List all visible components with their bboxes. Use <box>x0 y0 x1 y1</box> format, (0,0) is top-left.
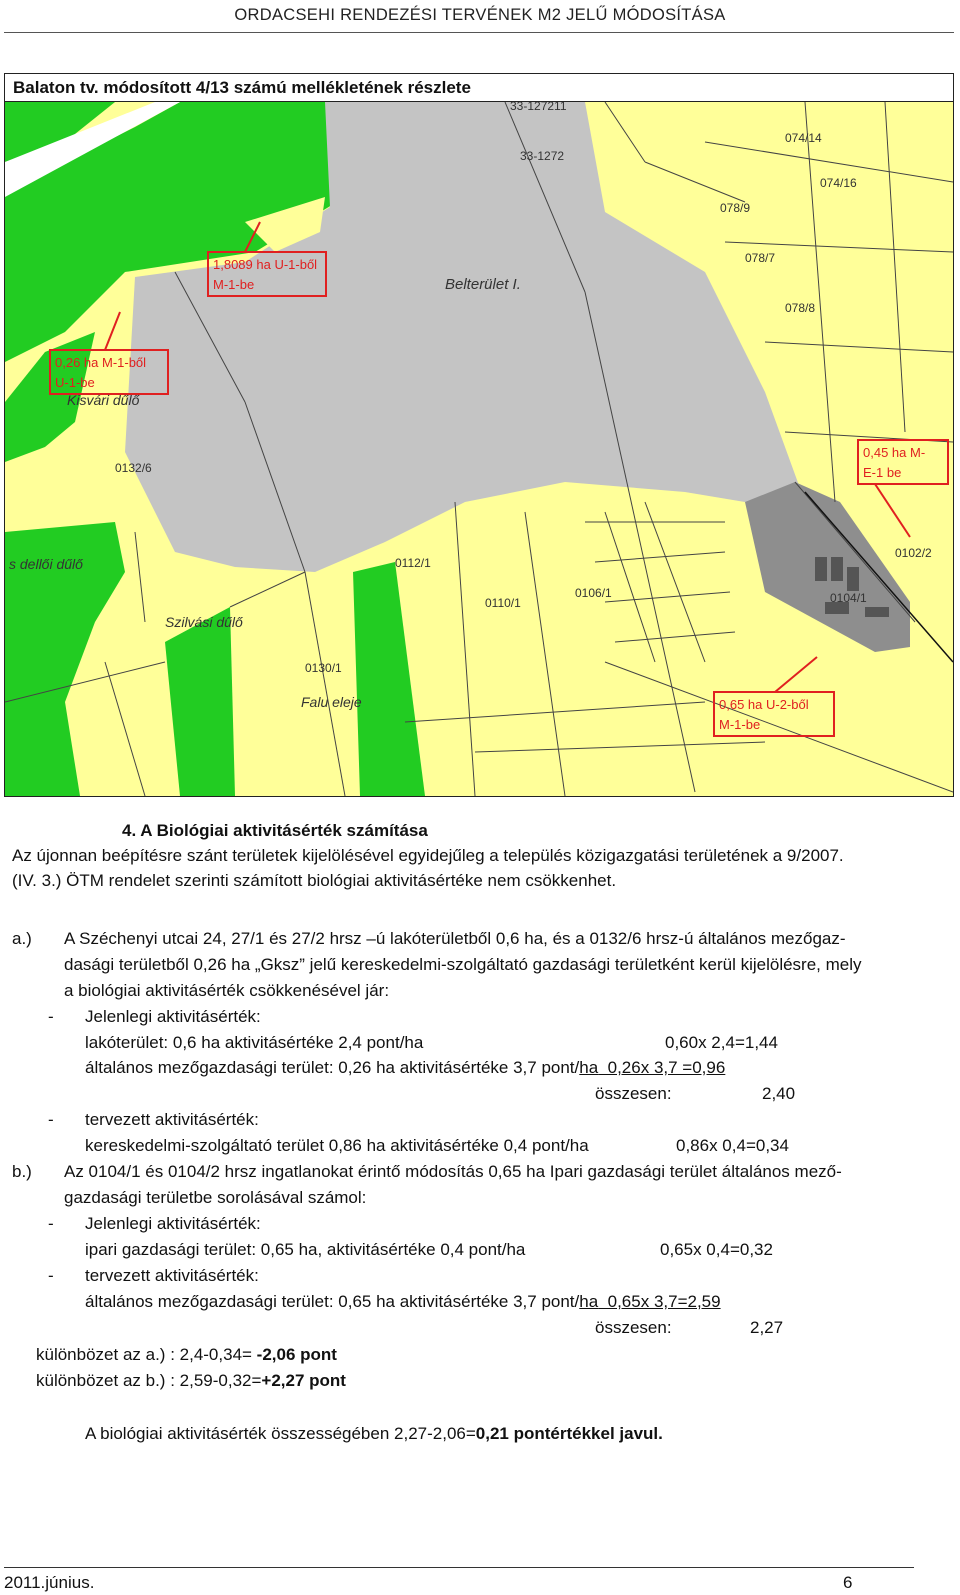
figure-caption-box <box>4 73 954 102</box>
item-b-line-1: Az 0104/1 és 0104/2 hrsz ingatlanokat érintő módosítás 0,65 ha Ipari gazdasági terület általános mező- <box>64 1162 842 1181</box>
item-a-planned-dash: - <box>48 1110 54 1129</box>
difference-b-value: +2,27 pont <box>261 1371 346 1390</box>
item-b-agricultural-calc: 0,65x 3,7=2,59 <box>598 1292 721 1311</box>
zoning-map <box>4 101 954 797</box>
item-b-agricultural-text: általános mezőgazdasági terület: 0,65 ha aktivitásértéke 3,7 pont/ <box>85 1292 580 1311</box>
conclusion-text: A biológiai aktivitásérték összességében 2,27-2,06= <box>85 1424 476 1443</box>
difference-b <box>36 1371 346 1391</box>
item-a-commercial-calc: 0,86x 0,4=0,34 <box>676 1136 789 1155</box>
item-b-current-dash: - <box>48 1214 54 1233</box>
map-parcel-0130: 0130/1 <box>305 661 342 675</box>
map-label-belterulet: Belterület I. <box>445 276 521 293</box>
map-label-szilvasi: Szilvási dűlő <box>165 614 243 630</box>
item-b-total-value: 2,27 <box>750 1318 784 1337</box>
annotation-3-line2: E-1 be <box>863 465 902 480</box>
footer-date: 2011.június. <box>4 1573 95 1592</box>
item-a-total-value: 2,40 <box>762 1084 796 1103</box>
header-rule <box>4 32 954 33</box>
item-b-planned-dash: - <box>48 1266 54 1285</box>
page-header: ORDACSEHI RENDEZÉSI TERVÉNEK M2 JELŰ MÓDOSÍTÁSA <box>234 6 726 24</box>
map-parcel-0132: 0132/6 <box>115 461 152 475</box>
item-a-commercial: kereskedelmi-szolgáltató terület 0,86 ha aktivitásértéke 0,4 pont/ha <box>85 1136 589 1155</box>
difference-a-value: -2,06 pont <box>256 1345 337 1364</box>
section-title: 4. A Biológiai aktivitásérték számítása <box>122 821 428 840</box>
difference-a <box>36 1345 337 1365</box>
annotation-4-line1: 0,65 ha U-2-ből <box>719 697 809 712</box>
item-b-agricultural-unit: ha <box>579 1292 599 1311</box>
item-a-total-label: összesen: <box>595 1084 672 1103</box>
item-a-line-2: dasági területből 0,26 ha „Gksz” jelű kereskedelmi-szolgáltató gazdasági területként kerül kijelölésre, mely <box>64 955 862 974</box>
map-parcel-0112: 0112/1 <box>395 556 431 570</box>
map-parcel-0789: 078/9 <box>720 201 751 215</box>
intro-line-1: Az újonnan beépítésre szánt területek kijelölésével egyidejűleg a település közigazgatási területének a 9/2007. <box>12 846 844 865</box>
annotation-4-line2: M-1-be <box>719 717 761 732</box>
map-code-2: 33-1272 <box>520 149 565 163</box>
item-a-current-label: Jelenlegi aktivitásérték: <box>85 1007 261 1026</box>
difference-b-text: különbözet az b.) : 2,59-0,32= <box>36 1371 262 1390</box>
difference-a-text: különbözet az a.) : 2,4-0,34= <box>36 1345 257 1364</box>
intro-line-2: (IV. 3.) ÖTM rendelet szerinti számított biológiai aktivitásértéke nem csökkenhet. <box>12 871 617 890</box>
item-a-residential: lakóterület: 0,6 ha aktivitásértéke 2,4 pont/ha <box>85 1033 424 1052</box>
footer-rule <box>4 1567 914 1568</box>
map-parcel-0788: 078/8 <box>785 301 816 315</box>
item-b-marker: b.) <box>12 1162 32 1181</box>
item-a-residential-calc: 0,60x 2,4=1,44 <box>665 1033 778 1052</box>
map-parcel-0716: 074/16 <box>820 176 857 190</box>
map-parcel-0110: 0110/1 <box>485 596 521 610</box>
item-b-agricultural <box>85 1292 721 1312</box>
annotation-2-line2: U-1-be <box>55 375 95 390</box>
item-a-line-3: a biológiai aktivitásérték csökkenésével jár: <box>64 981 390 1000</box>
conclusion <box>85 1424 663 1444</box>
figure-caption: Balaton tv. módosított 4/13 számú mellékletének részlete <box>13 78 471 97</box>
item-b-line-2: gazdasági területbe sorolásával számol: <box>64 1188 367 1207</box>
map-parcel-0104: 0104/1 <box>830 591 867 605</box>
item-a-agricultural-calc: 0,26x 3,7 =0,96 <box>598 1058 726 1077</box>
annotation-2-line1: 0,26 ha M-1-ből <box>55 355 147 370</box>
item-b-current-label: Jelenlegi aktivitásérték: <box>85 1214 261 1233</box>
annotation-3-line1: 0,45 ha M- <box>863 445 926 460</box>
annotation-1-line2: M-1-be <box>213 277 255 292</box>
item-b-total-label: összesen: <box>595 1318 672 1337</box>
map-label-falu: Falu eleje <box>301 694 362 710</box>
item-b-industrial-calc: 0,65x 0,4=0,32 <box>660 1240 773 1259</box>
item-a-line-1: A Széchenyi utcai 24, 27/1 és 27/2 hrsz –ú lakóterületből 0,6 ha, és a 0132/6 hrsz-ú általános mezőgaz- <box>64 929 846 948</box>
item-a-agricultural-unit: ha <box>579 1058 599 1077</box>
map-label-kisvari: Kisvári dűlő <box>67 392 140 408</box>
page-number: 6 <box>843 1573 853 1592</box>
map-parcel-0106: 0106/1 <box>575 586 612 600</box>
annotation-1-line1: 1,8089 ha U-1-ből <box>213 257 318 272</box>
item-a-agricultural-text: általános mezőgazdasági terület: 0,26 ha aktivitásértéke 3,7 pont/ <box>85 1058 580 1077</box>
item-b-planned-label: tervezett aktivitásérték: <box>85 1266 259 1285</box>
item-b-industrial: ipari gazdasági terület: 0,65 ha, aktivitásértéke 0,4 pont/ha <box>85 1240 526 1259</box>
conclusion-value: 0,21 pontértékkel javul. <box>475 1424 663 1443</box>
item-a-current-dash: - <box>48 1007 54 1026</box>
map-code-1: 33-127211 <box>510 102 567 113</box>
item-a-marker: a.) <box>12 929 32 948</box>
item-a-agricultural <box>85 1058 725 1078</box>
map-parcel-0714: 074/14 <box>785 131 822 145</box>
map-label-deloi: s dellői dűlő <box>9 556 83 572</box>
map-parcel-0102: 0102/2 <box>895 546 932 560</box>
item-a-planned-label: tervezett aktivitásérték: <box>85 1110 259 1129</box>
map-parcel-0787: 078/7 <box>745 251 776 265</box>
